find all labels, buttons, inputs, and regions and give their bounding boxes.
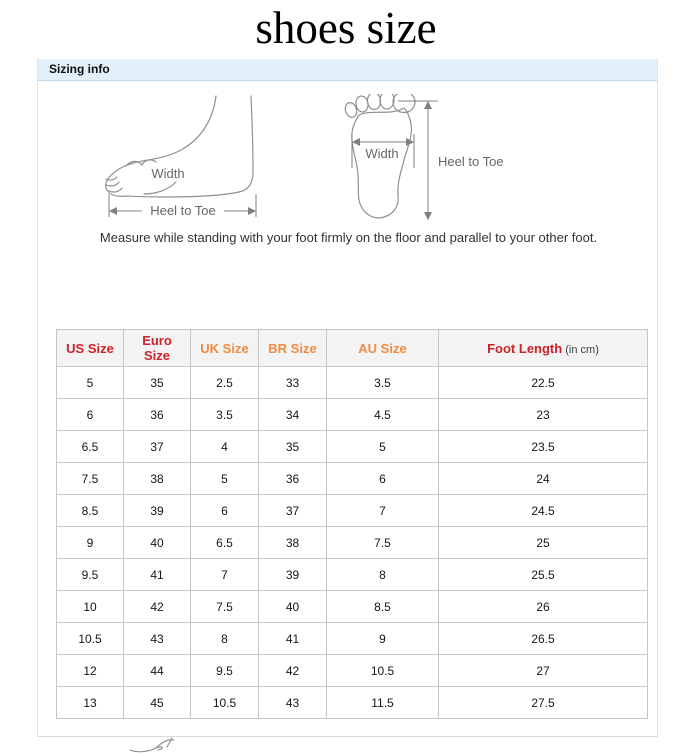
size-cell: 23 [439, 399, 648, 431]
size-cell: 44 [124, 655, 191, 687]
size-cell: 2.5 [191, 367, 259, 399]
size-cell: 8.5 [327, 591, 439, 623]
size-cell: 43 [259, 687, 327, 719]
sole-heel-to-toe-label: Heel to Toe [438, 154, 504, 169]
table-row [57, 623, 648, 655]
size-table [56, 329, 648, 719]
size-cell: 34 [259, 399, 327, 431]
size-cell: 38 [124, 463, 191, 495]
size-cell: 40 [259, 591, 327, 623]
column-header-br-size: BR Size [259, 330, 327, 367]
side-heel-to-toe-label: Heel to Toe [150, 203, 216, 218]
size-cell: 10.5 [57, 623, 124, 655]
size-cell: 10 [57, 591, 124, 623]
table-row [57, 495, 648, 527]
sizing-info-bar [38, 59, 657, 81]
column-header-euro-size: Euro Size [124, 330, 191, 367]
size-cell: 42 [259, 655, 327, 687]
size-cell: 3.5 [191, 399, 259, 431]
size-cell: 43 [124, 623, 191, 655]
size-cell: 6 [327, 463, 439, 495]
partial-foot-sketch [126, 737, 190, 754]
size-cell: 7.5 [191, 591, 259, 623]
table-row [57, 591, 648, 623]
size-cell: 24 [439, 463, 648, 495]
table-row [57, 559, 648, 591]
size-cell: 9.5 [191, 655, 259, 687]
size-cell: 6 [191, 495, 259, 527]
size-cell: 23.5 [439, 431, 648, 463]
sizing-info-label: Sizing info [49, 62, 110, 76]
size-cell: 26 [439, 591, 648, 623]
left-arrowhead-icon [109, 207, 117, 215]
sizing-info-panel [37, 59, 658, 737]
table-row [57, 687, 648, 719]
size-cell: 36 [124, 399, 191, 431]
size-cell: 8.5 [57, 495, 124, 527]
size-cell: 3.5 [327, 367, 439, 399]
size-cell: 22.5 [439, 367, 648, 399]
size-cell: 9 [327, 623, 439, 655]
measure-instruction-caption: Measure while standing with your foot firmly on the floor and parallel to your other foot. [99, 230, 598, 245]
size-cell: 26.5 [439, 623, 648, 655]
size-cell: 41 [124, 559, 191, 591]
size-cell: 37 [124, 431, 191, 463]
size-cell: 4.5 [327, 399, 439, 431]
table-row [57, 463, 648, 495]
column-header-au-size: AU Size [327, 330, 439, 367]
size-cell: 40 [124, 527, 191, 559]
table-row [57, 655, 648, 687]
size-cell: 35 [259, 431, 327, 463]
foot-measurement-diagram [38, 94, 659, 229]
size-cell: 38 [259, 527, 327, 559]
right-arrowhead-icon [248, 207, 256, 215]
size-cell: 45 [124, 687, 191, 719]
size-table-header [57, 330, 648, 367]
size-cell: 6.5 [191, 527, 259, 559]
size-cell: 5 [57, 367, 124, 399]
size-cell: 8 [191, 623, 259, 655]
column-header-us-size: US Size [57, 330, 124, 367]
size-cell: 7.5 [327, 527, 439, 559]
size-cell: 12 [57, 655, 124, 687]
column-header-uk-size: UK Size [191, 330, 259, 367]
table-row [57, 367, 648, 399]
table-row [57, 431, 648, 463]
foot-side-view-drawing [106, 96, 253, 197]
size-cell: 7.5 [57, 463, 124, 495]
sole-width-label: Width [365, 146, 399, 161]
size-cell: 41 [259, 623, 327, 655]
size-cell: 8 [327, 559, 439, 591]
size-cell: 42 [124, 591, 191, 623]
size-cell: 39 [259, 559, 327, 591]
size-cell: 5 [327, 431, 439, 463]
size-cell: 9 [57, 527, 124, 559]
side-width-label: Width [151, 166, 185, 181]
size-cell: 35 [124, 367, 191, 399]
page-title: shoes size [255, 3, 437, 53]
size-cell: 11.5 [327, 687, 439, 719]
vertical-top-arrowhead-icon [424, 101, 432, 109]
size-cell: 24.5 [439, 495, 648, 527]
size-cell: 27 [439, 655, 648, 687]
size-cell: 13 [57, 687, 124, 719]
size-cell: 25 [439, 527, 648, 559]
size-cell: 25.5 [439, 559, 648, 591]
size-cell: 10.5 [191, 687, 259, 719]
size-cell: 6 [57, 399, 124, 431]
size-cell: 39 [124, 495, 191, 527]
vertical-bottom-arrowhead-icon [424, 212, 432, 220]
size-cell: 10.5 [327, 655, 439, 687]
size-cell: 36 [259, 463, 327, 495]
size-table-body [57, 367, 648, 719]
table-row [57, 527, 648, 559]
column-header-foot-length: Foot Length (in cm) [439, 330, 648, 367]
table-row [57, 399, 648, 431]
size-cell: 5 [191, 463, 259, 495]
size-cell: 6.5 [57, 431, 124, 463]
size-cell: 7 [327, 495, 439, 527]
size-cell: 27.5 [439, 687, 648, 719]
size-cell: 7 [191, 559, 259, 591]
size-cell: 4 [191, 431, 259, 463]
size-cell: 33 [259, 367, 327, 399]
size-cell: 9.5 [57, 559, 124, 591]
size-cell: 37 [259, 495, 327, 527]
